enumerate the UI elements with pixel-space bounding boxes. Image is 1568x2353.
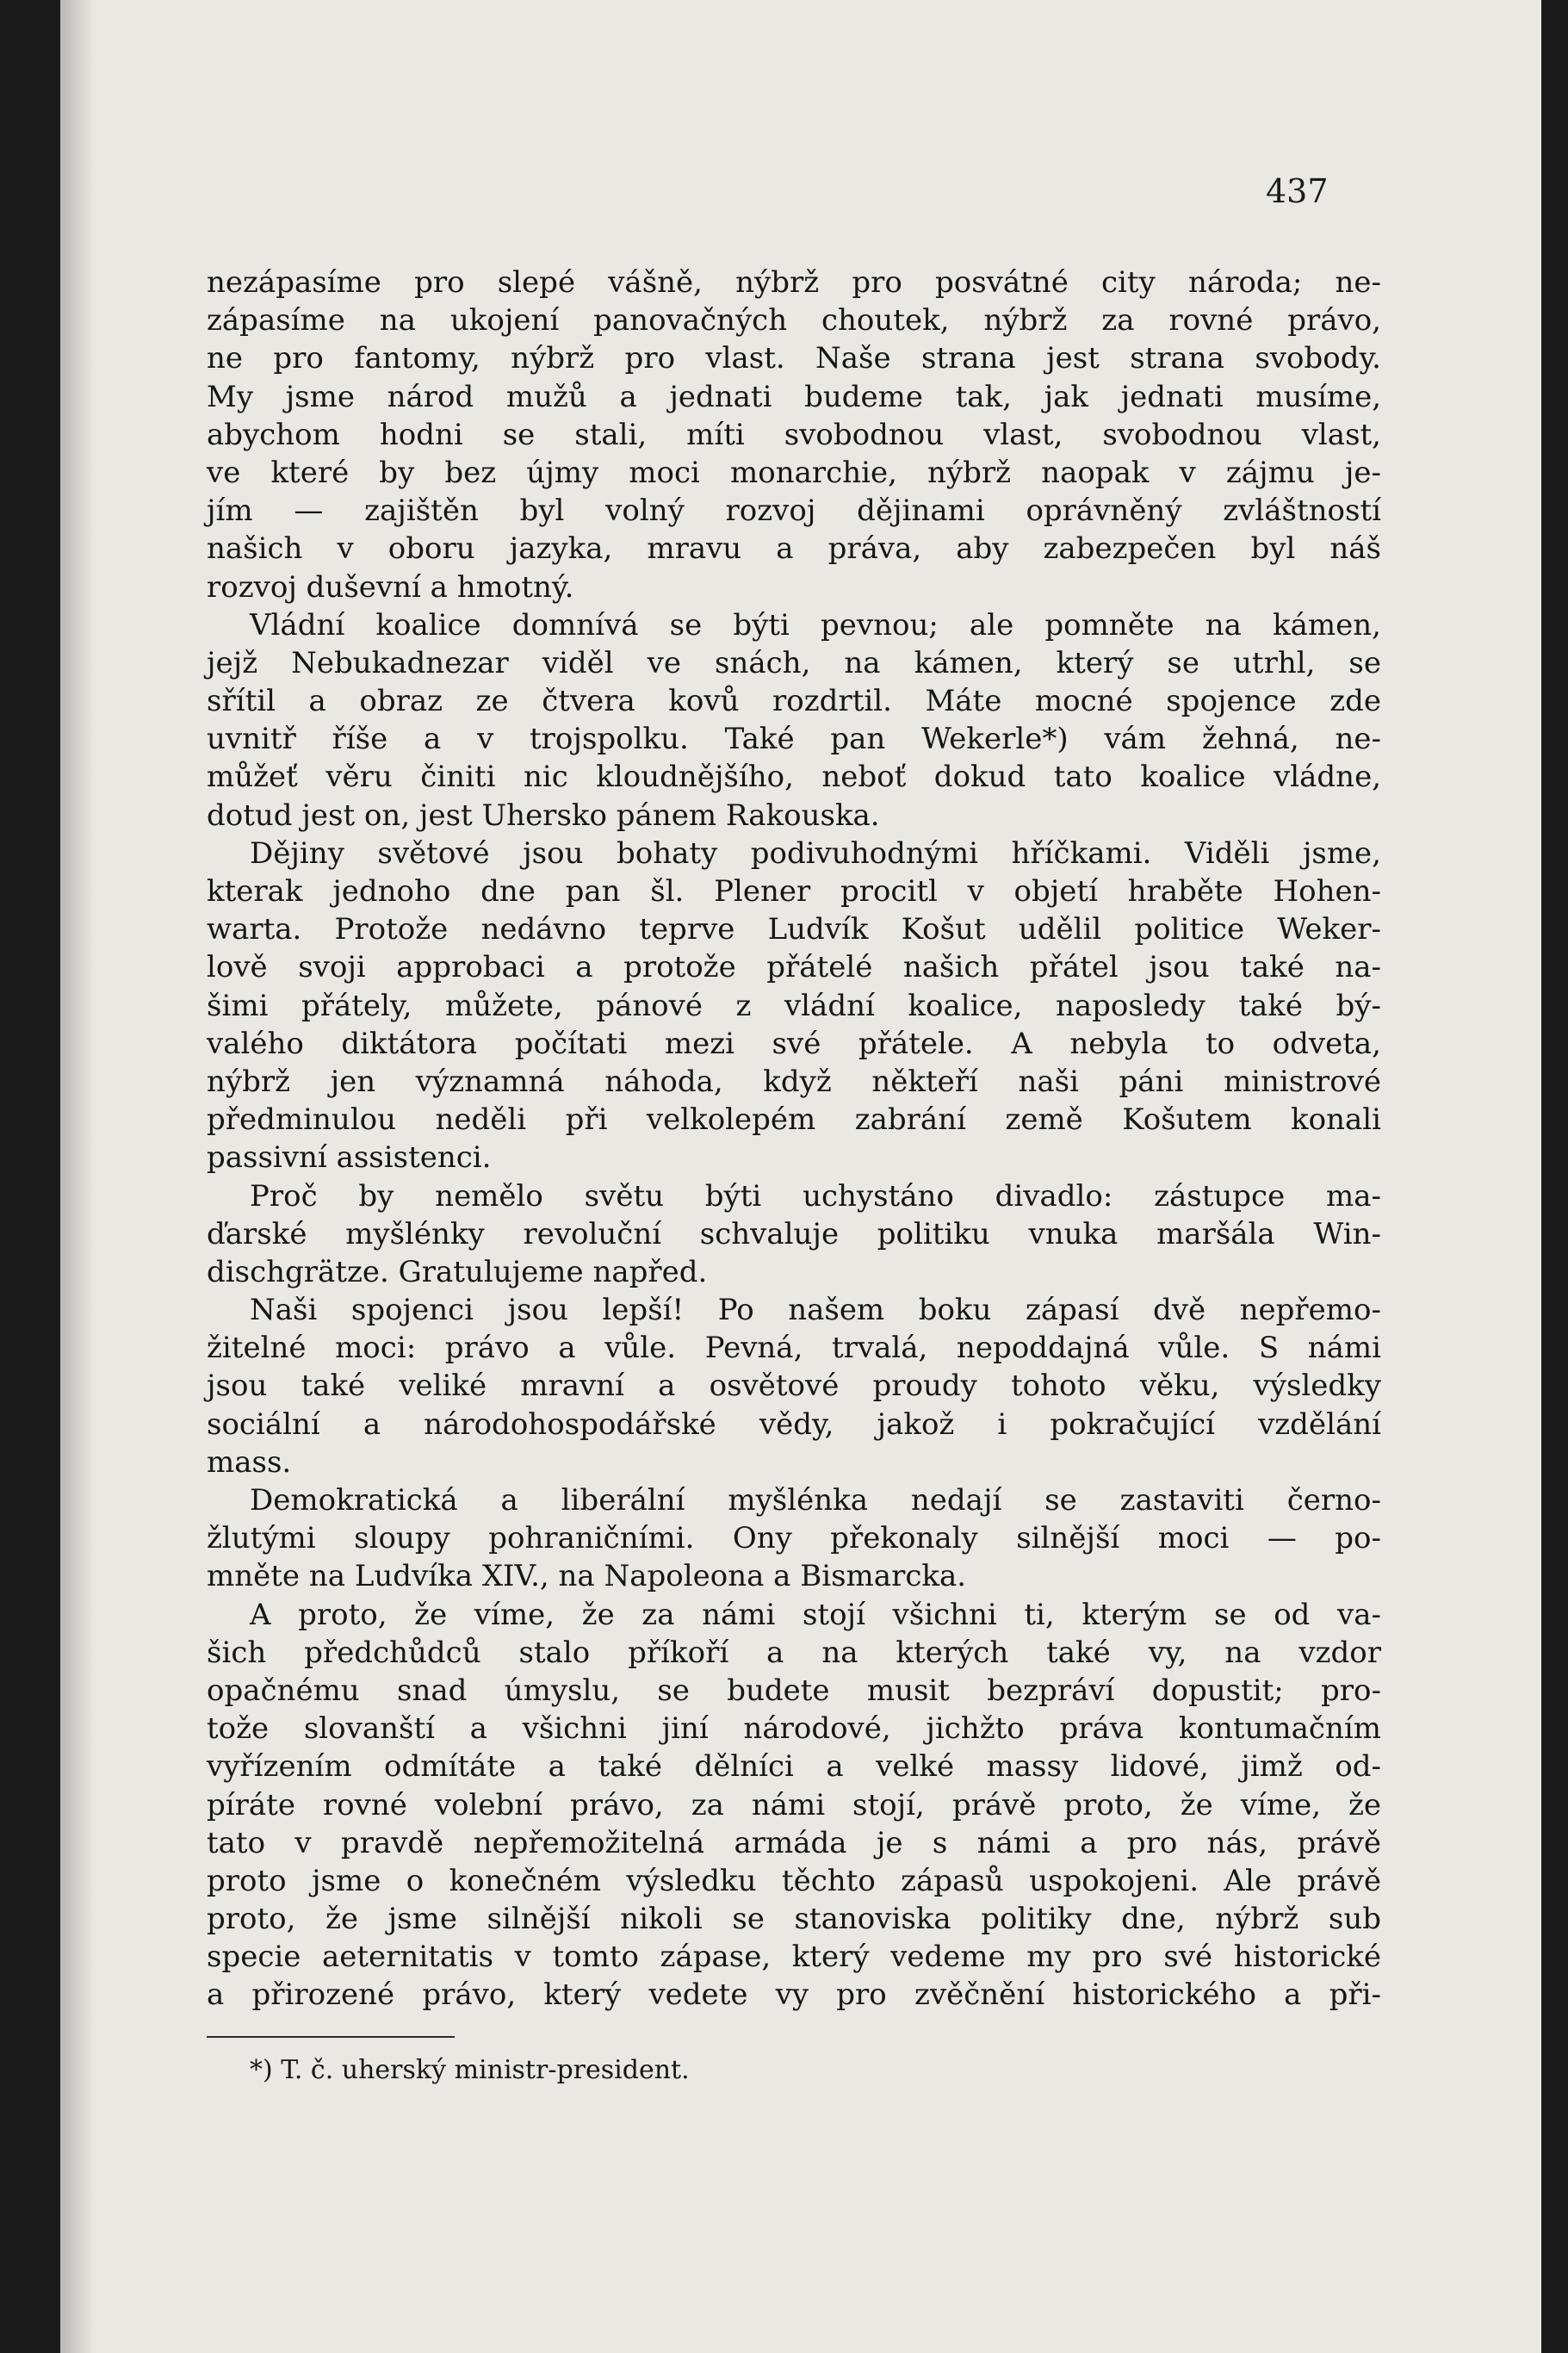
text-line: Naši spojenci jsou lepší! Po našem boku zápasí dvě nepřemo- [250,1293,1381,1328]
text-line: abychom hodni se stali, míti svobodnou vlast, svobodnou vlast, [207,417,1381,452]
text-line: jejž Nebukadnezar viděl ve snách, na kámen, který se utrhl, se [207,645,1381,680]
text-line: specie aeternitatis v tomto zápase, který vedeme my pro své historické [207,1940,1381,1975]
text-line: nýbrž jen významná náhoda, když někteří naši páni ministrové [207,1064,1381,1099]
text-line: jím — zajištěn byl volný rozvoj dějinami oprávněný zvláštností [207,494,1381,529]
text-line: kterak jednoho dne pan šl. Plener procitl v objetí hraběte Hohen- [207,874,1381,909]
text-line: Proč by nemělo světu býti uchystáno divadlo: zástupce ma- [250,1178,1381,1214]
text-line: Dějiny světové jsou bohaty podivuhodnými hříčkami. Viděli jsme, [250,835,1381,871]
text-line: valého diktátora počítati mezi své přátele. A nebyla to odveta, [207,1026,1381,1061]
footnote: *) T. č. uherský ministr-president. [250,2055,690,2085]
text-line: žitelné moci: právo a vůle. Pevná, trvalá, nepoddajná vůle. S námi [207,1331,1381,1366]
text-line: a přirozené právo, který vedete vy pro zvěčnění historického a při- [207,1977,1381,2013]
text-line: ďarské myšlénky revoluční schvaluje politiku vnuka maršála Win- [207,1216,1381,1251]
text-line: tože slovanští a všichni jiní národové, jichžto práva kontumačním [207,1711,1381,1747]
text-line: rozvoj duševní a hmotný. [207,569,574,605]
text-line: proto, že jsme silnější nikoli se stanoviska politiky dne, nýbrž sub [207,1902,1381,1937]
text-line: našich v oboru jazyka, mravu a práva, aby zabezpečen byl náš [207,531,1381,567]
text-line: sřítil a obraz ze čtvera kovů rozdrtil. Máte mocné spojence zde [207,684,1381,719]
text-line: dischgrätze. Gratulujeme napřed. [207,1254,708,1289]
text-line: passivní assistenci. [207,1140,492,1176]
text-line: jsou také veliké mravní a osvětové proudy tohoto věku, výsledky [207,1369,1381,1404]
text-line: mass. [207,1444,292,1480]
text-line: My jsme národ mužů a jednati budeme tak, jak jednati musíme, [207,379,1381,414]
text-line: píráte rovné volební právo, za námi stojí, právě proto, že víme, že [207,1787,1381,1822]
text-line: ne pro fantomy, nýbrž pro vlast. Naše strana jest strana svobody. [207,341,1381,376]
text-line: nezápasíme pro slepé vášně, nýbrž pro posvátné city národa; ne- [207,265,1381,300]
text-line: opačnému snad úmyslu, se budete musit bezpráví dopustit; pro- [207,1673,1381,1708]
text-line: vyřízením odmítáte a také dělníci a velké massy lidové, jimž od- [207,1749,1381,1785]
text-line: mněte na Ludvíka XIV., na Napoleona a Bismarcka. [207,1559,967,1594]
text-line: dotud jest on, jest Uhersko pánem Rakouska. [207,798,880,833]
text-line: proto jsme o konečném výsledku těchto zápasů uspokojeni. Ale právě [207,1863,1381,1898]
text-line: můžeť věru činiti nic kloudnějšího, neboť dokud tato koalice vládne, [207,760,1381,795]
text-line: šimi přátely, můžete, pánové z vládní koalice, naposledy také bý- [207,988,1381,1023]
text-line: zápasíme na ukojení panovačných choutek, nýbrž za rovné právo, [207,303,1381,338]
footnote-divider [207,2036,455,2038]
text-line: uvnitř říše a v trojspolku. Také pan Wekerle*) vám žehná, ne- [207,722,1381,757]
book-page [60,0,1541,2353]
text-line: A proto, že víme, že za námi stojí všichni ti, kterým se od va- [250,1597,1381,1632]
body-text [207,264,1381,2015]
text-line: lově svoji approbaci a protože přátelé našich přátel jsou také na- [207,950,1381,985]
text-line: Demokratická a liberální myšlénka nedají se zastaviti černo- [250,1483,1381,1518]
text-line: předminulou neděli při velkolepém zabrání země Košutem konali [207,1102,1381,1138]
text-line: ve které by bez újmy moci monarchie, nýbrž naopak v zájmu je- [207,455,1381,490]
text-line: sociální a národohospodářské vědy, jakož i pokračující vzdělání [207,1406,1381,1442]
page-gutter-shadow [60,0,95,2353]
page-number: 437 [1266,172,1329,210]
text-line: žlutými sloupy pohraničními. Ony překonaly silnější moci — po- [207,1521,1381,1556]
text-line: tato v pravdě nepřemožitelná armáda je s námi a pro nás, právě [207,1825,1381,1860]
text-line: Vládní koalice domnívá se býti pevnou; ale pomněte na kámen, [250,607,1381,643]
text-line: šich předchůdců stalo příkoří a na kterých také vy, na vzdor [207,1635,1381,1670]
text-line: warta. Protože nedávno teprve Ludvík Košut udělil politice Weker- [207,912,1381,947]
